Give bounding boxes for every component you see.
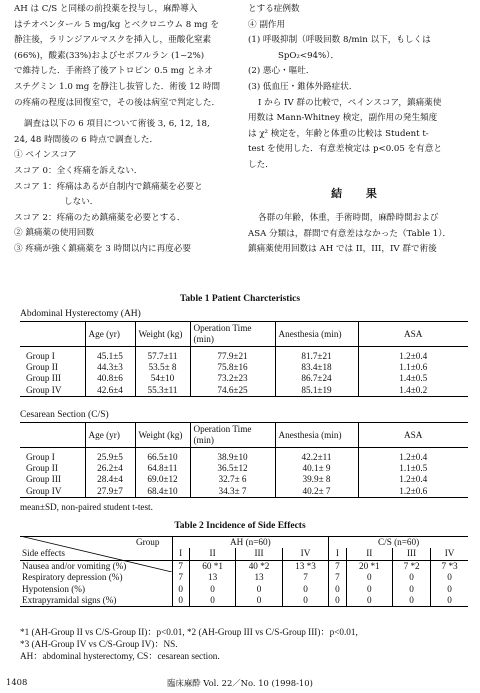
table-row (20, 448, 468, 464)
list-item: ① ペインスコア (14, 150, 77, 161)
table-cell: 75.8±16 (190, 362, 275, 373)
table-row (20, 385, 468, 397)
list-item: スコア 0：全く疼痛を訴えない． (14, 165, 143, 176)
table-cell: 42.6±4 (85, 385, 135, 397)
table1-footnote: mean±SD, non-paired student t-test. (20, 502, 153, 512)
table-row (20, 572, 468, 583)
table-cell: 0 (236, 584, 282, 595)
table-cell: 7 (329, 572, 346, 583)
table-header-cell: Age (yr) (85, 322, 135, 347)
table-header-cell: Operation Time (min) (190, 322, 275, 347)
table-cell: 0 (346, 572, 392, 583)
table1-ah-title: Abdominal Hysterectomy (AH) (20, 309, 141, 319)
table-cell: 64.8±11 (135, 463, 190, 474)
table-cell: 27.9±7 (85, 486, 135, 498)
table-cell: 1.4±0.2 (358, 385, 468, 397)
body-line: (66%)，酸素(33%)およびセボフルラン (1~2%) (14, 50, 205, 61)
table-cell: 40.1± 9 (275, 463, 358, 474)
table-cell: 45.1±5 (85, 347, 135, 363)
list-item: (3) 低血圧・錐体外路症状． (248, 81, 358, 92)
table-cell: 54±10 (135, 373, 190, 384)
header-diagonal-line (20, 536, 172, 572)
table-cell: Group I (26, 452, 55, 462)
list-item: しない． (64, 197, 99, 208)
table-row (20, 373, 468, 384)
table-cell: 0 (346, 595, 392, 607)
table-row (20, 584, 468, 595)
table-cell: 28.4±4 (85, 474, 135, 485)
table-cell: 0 (431, 584, 468, 595)
table-header-row (20, 322, 468, 347)
row-label: Nausea and/or vomiting (%) (20, 560, 172, 572)
table-cell: 0 (172, 595, 189, 607)
body-line: 静注後，ラリンジアルマスクを挿入し，亜酸化窒素 (14, 35, 212, 46)
table-cell: 57.7±11 (135, 347, 190, 363)
table1-ah (20, 321, 468, 397)
body-line: の疼痛の程度は回復室で，その後は病室で判定した． (14, 97, 221, 108)
table-header-cell: Anesthesia (min) (275, 322, 358, 347)
table-cell: 1.4±0.5 (358, 373, 468, 384)
table-cell: 0 (172, 584, 189, 595)
table-cell: 1.2±0.4 (358, 347, 468, 363)
body-line: 調査は以下の 6 項目について術後 3, 6, 12, 18, (24, 119, 210, 130)
table1-cs (20, 422, 468, 498)
list-item: (2) 悪心・嘔吐． (248, 66, 315, 77)
table-cell: 34.3± 7 (190, 486, 275, 498)
body-line: した． (248, 159, 274, 170)
journal-footer: 臨床麻酔 Vol. 22／No. 10 (1998-10) (167, 678, 313, 688)
roman-header: III (236, 548, 282, 560)
table-cell: 85.1±19 (275, 385, 358, 397)
table-cell: 0 (236, 595, 282, 607)
body-line: スチグミン 1.0 mg を静注し抜管した．術後 12 時間 (14, 81, 221, 92)
table-header-cell: Operation Time (min) (190, 423, 275, 448)
right-text-column (248, 2, 470, 258)
table-cell: 60 *1 (189, 560, 235, 572)
table-header-cell (20, 423, 85, 448)
body-line: AH は C/S と同様の前投薬を投与し，麻酔導入 (14, 4, 198, 14)
table-row (20, 595, 468, 607)
table-cell: Group IV (20, 385, 85, 397)
table-row (20, 486, 468, 498)
table-cell: 0 (431, 572, 468, 583)
list-item: とする症例数 (248, 4, 300, 14)
table-cell: 40.2± 7 (275, 486, 358, 498)
table-cell: 44.3±3 (85, 362, 135, 373)
roman-header: II (189, 548, 235, 560)
table-cell: 20 *1 (346, 560, 392, 572)
table-cell: 13 (189, 572, 235, 583)
table-cell: 0 (346, 584, 392, 595)
table-header-cell: Age (yr) (85, 423, 135, 448)
table-cell: 7 (329, 560, 346, 572)
table-cell: 0 (189, 584, 235, 595)
table-header-cell: Weight (kg) (135, 423, 190, 448)
list-item: スコア 2：疼痛のため鎮痛薬を必要とする． (14, 212, 186, 223)
table1-cs-title: Cesarean Section (C/S) (20, 410, 109, 420)
table-row (20, 474, 468, 485)
table-cell: 1.2±0.4 (358, 474, 468, 485)
table-cell: 40 *2 (236, 560, 282, 572)
body-line: 各群の年齢，体重，手術時間，麻酔時間および (258, 213, 439, 224)
table-header-cell (20, 322, 85, 347)
table1-caption: Table 1 Patient Charcteristics (179, 294, 301, 304)
table-cell: 0 (329, 584, 346, 595)
table-cell: 0 (282, 595, 328, 607)
roman-header: I (172, 548, 189, 560)
table-row (20, 463, 468, 474)
body-line: I から IV 群の比較で，ペインスコア，鎮痛薬使 (258, 97, 442, 108)
roman-header: II (346, 548, 392, 560)
table2-note: *3 (AH-Group IV vs C/S-Group IV)：NS. (20, 639, 178, 649)
table-cell: 36.5±12 (190, 463, 275, 474)
table-cell: 55.3±11 (135, 385, 190, 397)
table-cell: 1.1±0.5 (358, 463, 468, 474)
body-line: 鎮痛薬使用回数は AH では II，III，IV 群で術後 (248, 244, 437, 255)
table2-caption: Table 2 Incidence of Side Effects (174, 521, 306, 531)
table-cell: 13 (236, 572, 282, 583)
table-cell: 7 *2 (393, 560, 431, 572)
table-cell: 7 *3 (431, 560, 468, 572)
table-cell: 69.0±12 (135, 474, 190, 485)
table-header-cell: ASA (358, 322, 468, 347)
body-line: 用数は Mann-Whitney 検定，副作用の発生頻度 (248, 113, 438, 124)
row-label: Hypotension (%) (22, 583, 86, 594)
list-item: ④ 副作用 (248, 19, 286, 30)
table-cell: 0 (282, 584, 328, 595)
table-row (20, 347, 468, 363)
table-header-cell: Weight (kg) (135, 322, 190, 347)
table2-note: *1 (AH-Group II vs C/S-Group II)：p<0.01, *2 (AH-Group III vs C/S-Group III)：p<0.01, (20, 627, 358, 637)
body-line: はチオペンタール 5 mg/kg とベクロニウム 8 mg を (14, 19, 219, 30)
table-cell: 7 (172, 572, 189, 583)
table-cell: 73.2±23 (190, 373, 275, 384)
table-cell: Group IV (20, 486, 85, 498)
table-cell: 0 (393, 584, 431, 595)
table-cell: Group III (26, 474, 61, 485)
table2-note: AH：abdominal hysterectomy, CS：cesarean section. (20, 651, 220, 661)
table-cell: 74.6±25 (190, 385, 275, 397)
list-item: ③ 疼痛が強く鎮痛薬を 3 時間以内に再度必要 (14, 243, 191, 254)
roman-header: IV (431, 548, 468, 560)
roman-header: IV (282, 548, 328, 560)
list-item: (1) 呼吸抑制（呼吸回数 8/min 以下，もしくは (248, 35, 431, 46)
table-cell: 39.9± 8 (275, 474, 358, 485)
ah-group-header: AH (n=60) (172, 537, 329, 549)
table-cell: Group III (26, 373, 61, 384)
body-line: で維持した．手術終了後アトロピン 0.5 mg とネオ (14, 66, 213, 77)
list-item: スコア 1：疼痛はあるが自制内で鎮痛薬を必要と (14, 181, 203, 192)
body-line: 24, 48 時間後の 6 時点で調査した． (14, 134, 159, 145)
table-cell: 0 (431, 595, 468, 607)
table-row (20, 362, 468, 373)
row-label: Extrapyramidal signs (%) (20, 595, 172, 607)
row-label: Respiratory depression (%) (22, 572, 123, 583)
list-item: ② 鎮痛薬の使用回数 (14, 228, 95, 239)
table-cell: 32.7± 6 (190, 474, 275, 485)
table-cell: Group I (26, 351, 55, 361)
table-cell: 83.4±18 (275, 362, 358, 373)
table-cell: 40.8±6 (85, 373, 135, 384)
table-cell: 0 (393, 595, 431, 607)
table-cell: 86.7±24 (275, 373, 358, 384)
table-cell: 0 (393, 572, 431, 583)
table-header-cell: ASA (358, 423, 468, 448)
left-text-column (14, 2, 236, 258)
roman-header: I (329, 548, 346, 560)
side-effects-label: Side effects (22, 548, 65, 559)
table-cell: 38.9±10 (190, 448, 275, 464)
table-cell: 7 (282, 572, 328, 583)
table-cell: 7 (172, 560, 189, 572)
table-cell: 77.9±21 (190, 347, 275, 363)
body-line: は χ² 検定を，年齢と体重の比較は Student t- (248, 128, 429, 139)
table-cell: 1.2±0.4 (358, 448, 468, 464)
list-item: SpO₂<94%）． (278, 50, 340, 61)
roman-header: III (393, 548, 431, 560)
cs-group-header: C/S (n=60) (329, 537, 468, 549)
table-cell: 81.7±21 (275, 347, 358, 363)
table-header-row (20, 423, 468, 448)
table-cell: 26.2±4 (85, 463, 135, 474)
table-cell: 53.5± 8 (135, 362, 190, 373)
table-cell: 25.9±5 (85, 448, 135, 464)
results-heading: 結 果 (331, 186, 387, 200)
table-cell: 42.2±11 (275, 448, 358, 464)
table-cell: Group II (26, 362, 58, 373)
body-line: ASA 分類は，群間で有意差はなかった（Table 1）． (248, 228, 452, 239)
table-cell: 13 *3 (282, 560, 328, 572)
table-cell: 0 (189, 595, 235, 607)
table-cell: 1.2±0.6 (358, 486, 468, 498)
table-header-cell: Anesthesia (min) (275, 423, 358, 448)
table-cell: 0 (329, 595, 346, 607)
table-cell: Group II (26, 463, 58, 474)
table-cell: 66.5±10 (135, 448, 190, 464)
group-label: Group (20, 537, 172, 549)
body-line: test を使用した．有意差検定は p<0.05 を有意と (248, 144, 442, 155)
table-cell: 68.4±10 (135, 486, 190, 498)
table-cell: 1.1±0.6 (358, 362, 468, 373)
page-number: 1408 (6, 677, 28, 687)
